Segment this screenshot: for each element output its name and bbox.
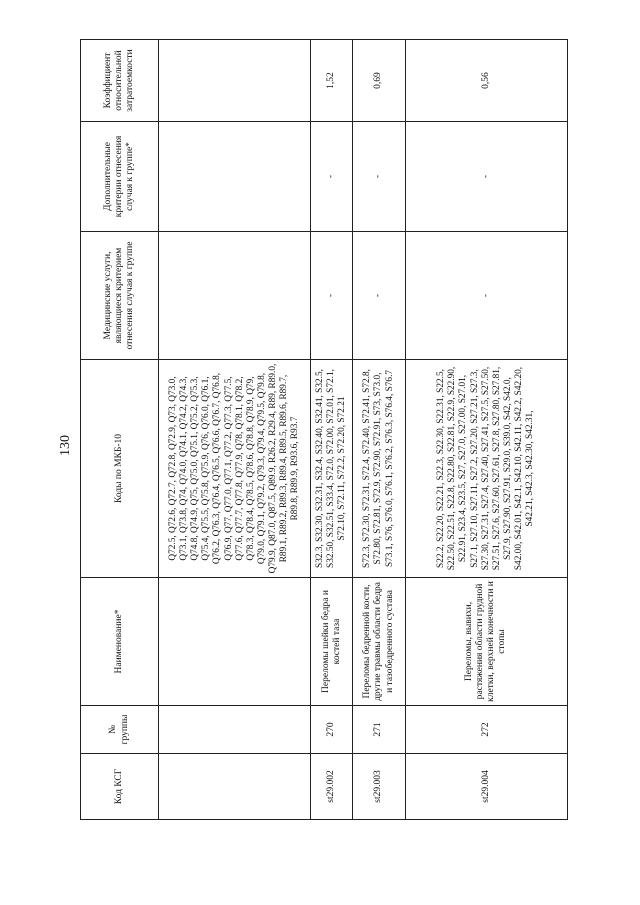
header-extra-criteria: Дополнительные критерии отнесения случая к группе* — [81, 122, 159, 232]
cell-name: Переломы шейки бедра и костей таза — [311, 578, 353, 706]
cell-group-no — [159, 706, 311, 754]
table-row — [311, 40, 353, 820]
cell-services: - — [311, 232, 353, 360]
cell-coefficient — [159, 40, 311, 122]
cell-code — [159, 754, 311, 820]
cell-code: st29.004 — [405, 754, 567, 820]
header-coefficient: Коэффициент относительной затратоемкости — [81, 40, 159, 122]
cell-code: st29.003 — [353, 754, 405, 820]
cell-group-no: 271 — [353, 706, 405, 754]
header-code: Код КСГ — [81, 754, 159, 820]
cell-coefficient: 1,52 — [311, 40, 353, 122]
cell-coefficient: 0,56 — [405, 40, 567, 122]
table-row — [159, 40, 311, 820]
cell-icd-codes: S22.2, S22.20, S22.21, S22.3, S22.30, S22.31, S22.5, S22.50, S22.51, S22.8, S22.80, S22.81, S22.9, S22.90, S22.91, S23.4, S23.5, S27, S27.0, S27.00, S27.01, S27.1, S27.10, S27.11, S27.2, S27.20, S27.21, S27.3, S27.30, S27.31, S27.4, S27.40, S27.41, S27.5, S27.50, S27.51, S27.6, S27.60, S27.61, S27.8, S27.80, S27.81, S27.9, S27.90, S27.91, S29.0, S39.0, S42, S42.0, S42.00, S42.01, S42.1, S42.10, S42.11, S42.2, S42.20, S42.21, S42.3, S42.30, S42.31, — [405, 360, 567, 578]
cell-services: - — [405, 232, 567, 360]
ksg-table — [80, 39, 568, 820]
cell-name: Переломы, вывихи, растяжения области грудной клетки, верхней конечности и стопы — [405, 578, 567, 706]
header-group-no: № группы — [81, 706, 159, 754]
cell-services — [159, 232, 311, 360]
table-header-row — [81, 40, 159, 820]
cell-extra-criteria: - — [405, 122, 567, 232]
cell-name — [159, 578, 311, 706]
cell-icd-codes: S32.3, S32.30, S32.31, S32.4, S32.40, S32.41, S32.5, S32.50, S32.51, S33.4, S72.0, S72.00, S72.01, S72.1, S72.10, S72.11, S72.2, S72.20, S72.21 — [311, 360, 353, 578]
cell-name: Переломы бедренной кости, другие травмы области бедра и тазобедренного сустава — [353, 578, 405, 706]
cell-icd-codes: S72.3, S72.30, S72.31, S72.4, S72.40, S72.41, S72.8, S72.80, S72.81, S72.9, S72.90, S72.91, S73, S73.0, S73.1, S76, S76.0, S76.1, S76.2, S76.3, S76.4, S76.7 — [353, 360, 405, 578]
rotated-table-container — [80, 40, 568, 820]
table-row — [405, 40, 567, 820]
page-number: 130 — [58, 435, 73, 456]
cell-extra-criteria — [159, 122, 311, 232]
cell-group-no: 272 — [405, 706, 567, 754]
cell-extra-criteria: - — [311, 122, 353, 232]
cell-services: - — [353, 232, 405, 360]
cell-group-no: 270 — [311, 706, 353, 754]
cell-coefficient: 0,69 — [353, 40, 405, 122]
cell-code: st29.002 — [311, 754, 353, 820]
cell-icd-codes: Q72.5, Q72.6, Q72.7, Q72.8, Q72.9, Q73, Q73.0, Q73.1, Q73.8, Q74, Q74.0, Q74.1, Q74.2, Q74.3, Q74.8, Q74.9, Q75, Q75.0, Q75.1, Q75.2, Q75.3, Q75.4, Q75.5, Q75.8, Q75.9, Q76, Q76.0, Q76.1, Q76.2, Q76.3, Q76.4, Q76.5, Q76.6, Q76.7, Q76.8, Q76.9, Q77, Q77.0, Q77.1, Q77.2, Q77.3, Q77.5, Q77.6, Q77.7, Q77.8, Q77.9, Q78, Q78.1, Q78.2, Q78.3, Q78.4, Q78.5, Q78.6, Q78.8, Q78.9, Q79, Q79.0, Q79.1, Q79.2, Q79.3, Q79.4, Q79.5, Q79.8, Q79.9, Q87.0, Q87.5, Q89.9, R26.2, R29.4, R89, R89.0, R89.1, R89.2, R89.3, R89.4, R89.5, R89.6, R89.7, R89.8, R89.9, R93.6, R93.7 — [159, 360, 311, 578]
table-row — [353, 40, 405, 820]
cell-extra-criteria: - — [353, 122, 405, 232]
header-icd-codes: Коды по МКБ-10 — [81, 360, 159, 578]
header-name: Наименование* — [81, 578, 159, 706]
header-services: Медицинские услуги, являющиеся критерием отнесения случая к группе — [81, 232, 159, 360]
